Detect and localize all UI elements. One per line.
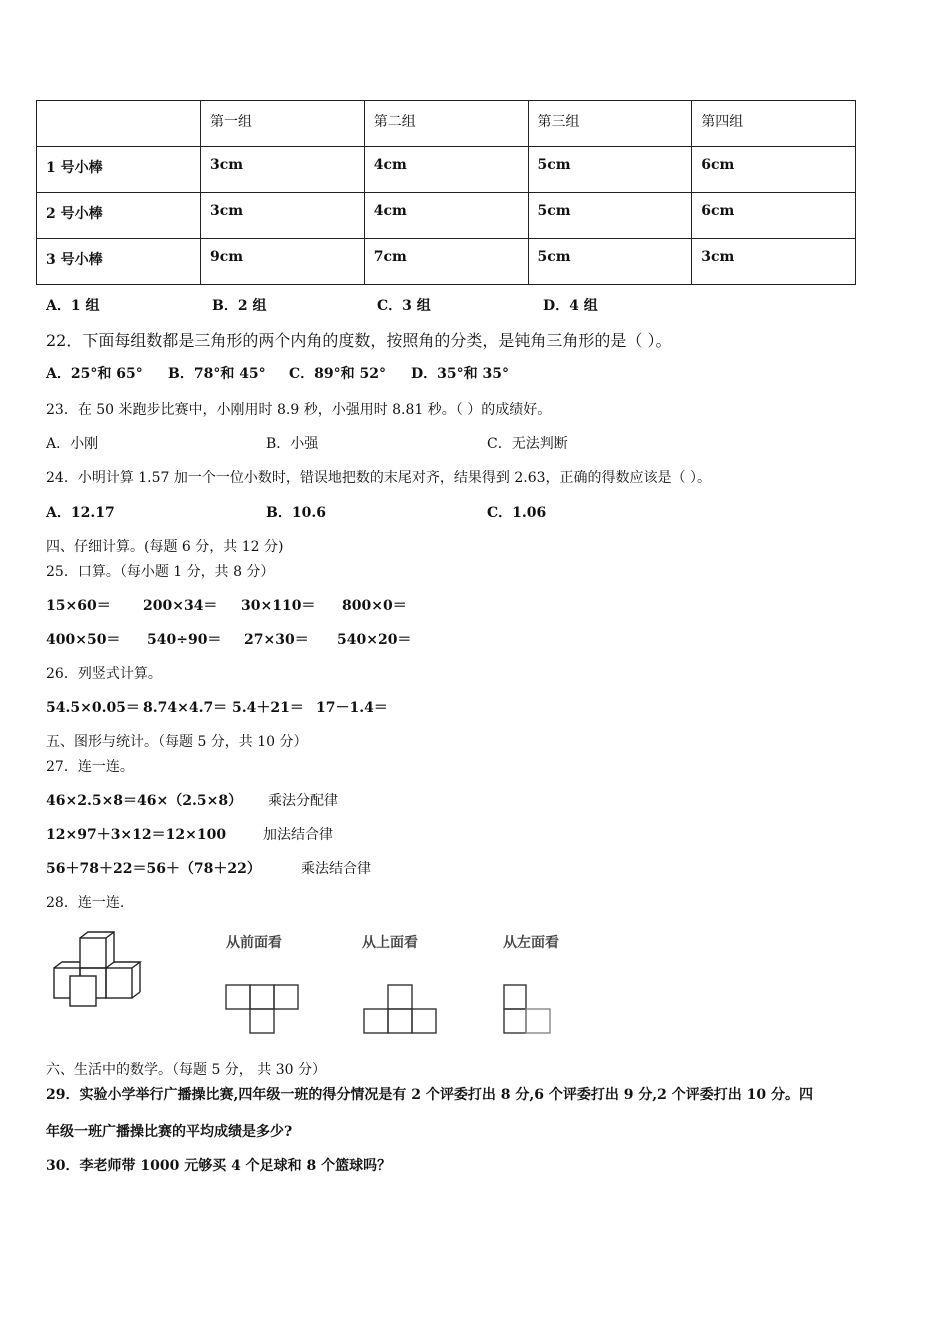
table-header-cell: 第四组 <box>692 101 856 147</box>
q23-option-b[interactable]: B．小强 <box>266 436 319 452</box>
q21-option-b[interactable]: B．2 组 <box>212 298 267 314</box>
calc-item: 400×50＝ <box>46 632 121 648</box>
q22-option-b[interactable]: B．78°和 45° <box>168 366 266 382</box>
table-row <box>37 193 856 239</box>
q22-option-c[interactable]: C．89°和 52° <box>289 366 386 382</box>
q26-question: 26．列竖式计算。 <box>46 666 162 682</box>
table-row <box>37 147 856 193</box>
calc-item: 27×30＝ <box>244 632 309 648</box>
calc-item: 800×0＝ <box>342 598 407 614</box>
table-cell: 3 号小棒 <box>37 239 201 285</box>
calc-item: 540÷90＝ <box>147 632 222 648</box>
cube-stack-figure <box>46 928 156 1010</box>
table-cell: 6cm <box>692 147 856 193</box>
table-cell: 4cm <box>364 147 528 193</box>
section-6-heading: 六、生活中的数学。（每题 5 分， 共 30 分） <box>46 1062 326 1078</box>
table-row <box>37 239 856 285</box>
q24-option-a[interactable]: A．12.17 <box>46 505 115 521</box>
q24-option-c[interactable]: C．1.06 <box>487 505 547 521</box>
table-cell: 5cm <box>528 147 692 193</box>
q29-question-line1: 29．实验小学举行广播操比赛,四年级一班的得分情况是有 2 个评委打出 8 分,6 个评委打出 9 分,2 个评委打出 10 分。四 <box>46 1087 814 1103</box>
left-view-label: 从左面看 <box>503 935 559 951</box>
table-cell: 3cm <box>201 193 365 239</box>
calc-item: 15×60＝ <box>46 598 111 614</box>
q23-question: 23．在 50 米跑步比赛中，小刚用时 8.9 秒，小强用时 8.81 秒。（ ）的成绩好。 <box>46 402 552 418</box>
table-header-row <box>37 101 856 147</box>
table-cell: 3cm <box>201 147 365 193</box>
q21-option-c[interactable]: C．3 组 <box>377 298 431 314</box>
calc-item: 30×110＝ <box>241 598 316 614</box>
table-cell: 7cm <box>364 239 528 285</box>
q27-law[interactable]: 乘法结合律 <box>301 861 371 877</box>
section-4-heading: 四、仔细计算。(每题 6 分，共 12 分) <box>46 539 284 555</box>
vertical-calc-item: 8.74×4.7＝ <box>143 700 228 716</box>
q27-law[interactable]: 乘法分配律 <box>268 793 338 809</box>
q25-question: 25．口算。（每小题 1 分，共 8 分） <box>46 564 275 580</box>
top-view-label: 从上面看 <box>362 935 418 951</box>
table-cell: 1 号小棒 <box>37 147 201 193</box>
table-cell: 4cm <box>364 193 528 239</box>
calc-item: 200×34＝ <box>143 598 218 614</box>
q29-question-line2: 年级一班广播操比赛的平均成绩是多少? <box>46 1124 293 1140</box>
calc-item: 540×20＝ <box>337 632 412 648</box>
section-5-heading: 五、图形与统计。（每题 5 分，共 10 分） <box>46 734 308 750</box>
table-cell: 2 号小棒 <box>37 193 201 239</box>
vertical-calc-item: 17－1.4＝ <box>316 700 388 716</box>
q27-equation[interactable]: 12×97＋3×12＝12×100 <box>46 827 227 843</box>
q24-option-b[interactable]: B．10.6 <box>266 505 326 521</box>
q23-option-c[interactable]: C．无法判断 <box>487 436 568 452</box>
vertical-calc-item: 5.4＋21＝ <box>232 700 304 716</box>
q22-option-d[interactable]: D．35°和 35° <box>411 366 509 382</box>
q23-option-a[interactable]: A．小刚 <box>46 436 99 452</box>
q27-law[interactable]: 加法结合律 <box>263 827 333 843</box>
table-cell: 5cm <box>528 239 692 285</box>
q30-question: 30．李老师带 1000 元够买 4 个足球和 8 个篮球吗？ <box>46 1158 392 1174</box>
q27-equation[interactable]: 56＋78＋22＝56＋（78＋22） <box>46 861 261 877</box>
q21-option-a[interactable]: A．1 组 <box>46 298 100 314</box>
stick-length-table <box>36 100 856 285</box>
front-view-figure[interactable] <box>224 982 300 1036</box>
q27-equation[interactable]: 46×2.5×8＝46×（2.5×8） <box>46 793 243 809</box>
table-header-cell <box>37 101 201 147</box>
table-cell: 9cm <box>201 239 365 285</box>
table-header-cell: 第一组 <box>201 101 365 147</box>
table-header-cell: 第三组 <box>528 101 692 147</box>
q27-question: 27．连一连。 <box>46 759 134 775</box>
left-view-figure[interactable] <box>502 982 554 1036</box>
table-cell: 3cm <box>692 239 856 285</box>
q28-question: 28．连一连. <box>46 895 125 911</box>
q24-question: 24．小明计算 1.57 加一个一位小数时，错误地把数的末尾对齐，结果得到 2.63，正确的得数应该是（ ）。 <box>46 470 711 486</box>
table-cell: 6cm <box>692 193 856 239</box>
q22-question: 22．下面每组数都是三角形的两个内角的度数，按照角的分类，是钝角三角形的是（ ）。 <box>46 331 672 350</box>
q21-option-d[interactable]: D．4 组 <box>543 298 598 314</box>
top-view-figure[interactable] <box>362 982 438 1036</box>
table-header-cell: 第二组 <box>364 101 528 147</box>
vertical-calc-item: 54.5×0.05＝ <box>46 700 140 716</box>
table-cell: 5cm <box>528 193 692 239</box>
front-view-label: 从前面看 <box>226 935 282 951</box>
q22-option-a[interactable]: A．25°和 65° <box>46 366 143 382</box>
